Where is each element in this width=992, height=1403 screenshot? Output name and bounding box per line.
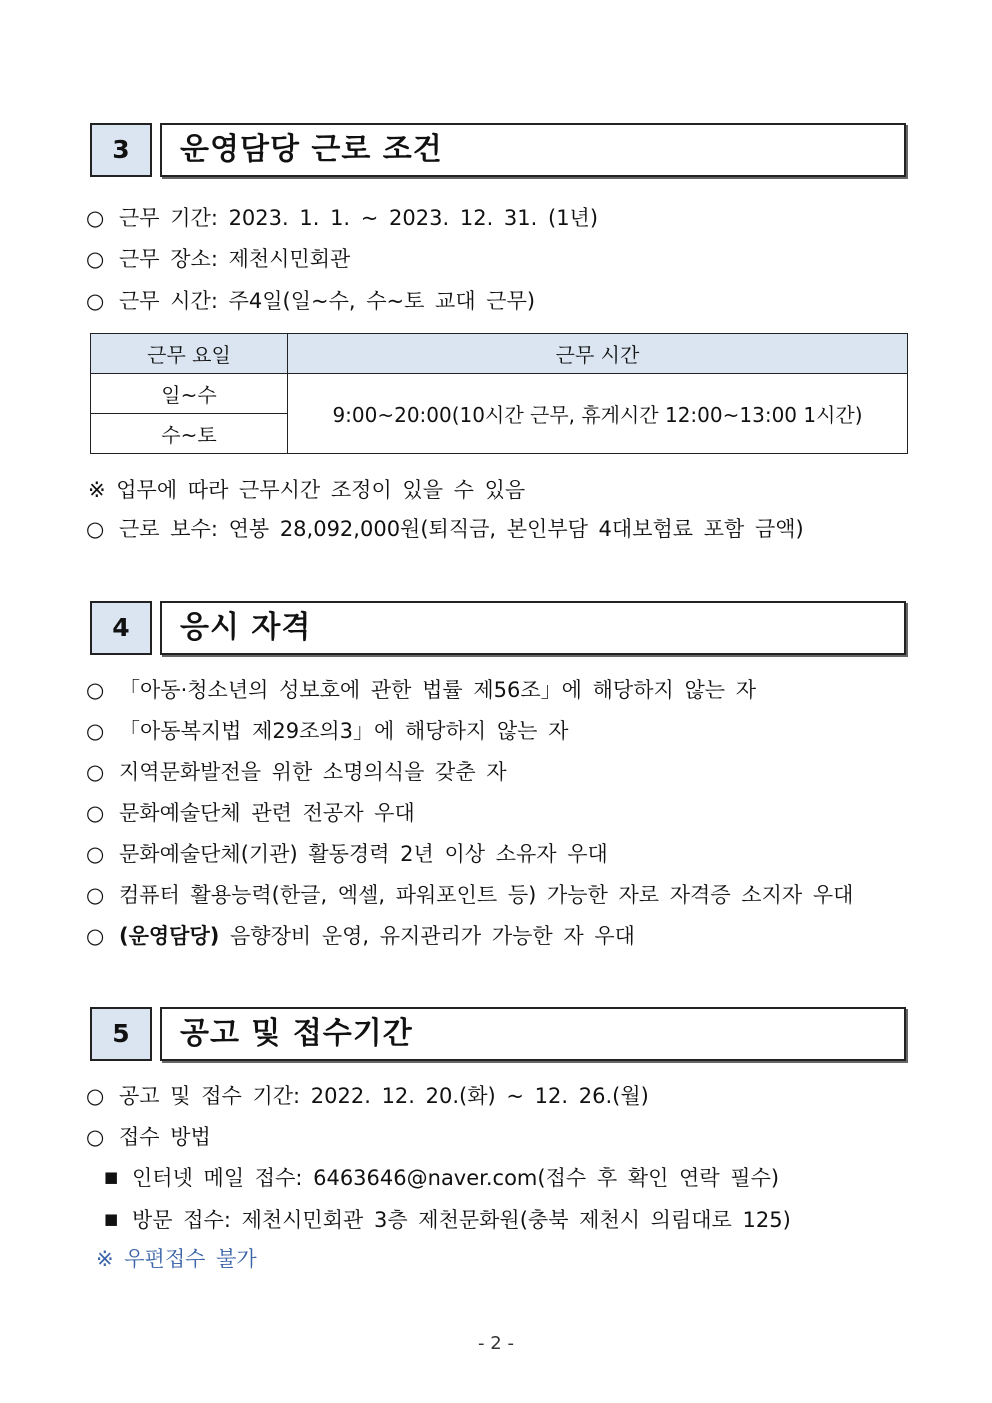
page-number: - 2 - [478,1333,514,1354]
section-number: 5 [90,1007,152,1061]
qualification-item: ○ 문화예술단체 관련 전공자 우대 [86,801,415,825]
work-hours: ○ 근무 시간: 주4일(일~수, 수~토 교대 근무) [86,289,536,313]
table-header-day: 근무 요일 [91,334,288,374]
qualification-item: ○ 지역문화발전을 위한 소명의식을 갖춘 자 [86,760,507,784]
circle-bullet-icon: ○ [86,924,105,948]
circle-bullet-icon: ○ [86,1125,105,1149]
circle-bullet-icon: ○ [86,760,105,784]
method-visit: ■ 방문 접수: 제천시민회관 3층 제천문화원(충북 제천시 의림대로 125) [104,1208,791,1232]
table-header-time: 근무 시간 [288,334,908,374]
section-number: 4 [90,601,152,655]
qualification-item: ○ 「아동복지법 제29조의3」에 해당하지 않는 자 [86,719,569,743]
section-3-header [90,123,906,177]
qualification-item: ○ 컴퓨터 활용능력(한글, 엑셀, 파워포인트 등) 가능한 자로 자격증 소지자 우대 [86,883,854,907]
circle-bullet-icon: ○ [86,883,105,907]
circle-bullet-icon: ○ [86,842,105,866]
circle-bullet-icon: ○ [86,1084,105,1108]
circle-bullet-icon: ○ [86,517,105,541]
circle-bullet-icon: ○ [86,206,105,230]
application-method: ○ 접수 방법 [86,1125,211,1149]
section-title: 운영담당 근로 조건 [160,123,906,177]
method-email: ■ 인터넷 메일 접수: 6463646@naver.com(접수 후 확인 연락 필수) [104,1166,780,1190]
schedule-note: ※ 업무에 따라 근무시간 조정이 있을 수 있음 [88,478,526,502]
table-cell-day: 일~수 [91,374,288,414]
work-schedule-table [90,333,908,454]
section-4-header [90,601,906,655]
table-cell-day: 수~토 [91,414,288,454]
pay: ○ 근로 보수: 연봉 28,092,000원(퇴직금, 본인부담 4대보험료 포함 금액) [86,517,804,541]
circle-bullet-icon: ○ [86,678,105,702]
circle-bullet-icon: ○ [86,801,105,825]
qualification-item: ○ (운영담당) 음향장비 운영, 유지관리가 가능한 자 우대 [86,924,635,948]
circle-bullet-icon: ○ [86,289,105,313]
section-title: 공고 및 접수기간 [160,1007,906,1061]
qualification-item: ○ 문화예술단체(기관) 활동경력 2년 이상 소유자 우대 [86,842,608,866]
work-period: ○ 근무 기간: 2023. 1. 1. ~ 2023. 12. 31. (1년) [86,206,599,230]
notice-period: ○ 공고 및 접수 기간: 2022. 12. 20.(화) ~ 12. 26.(월) [86,1084,649,1108]
section-number: 3 [90,123,152,177]
work-place: ○ 근무 장소: 제천시민회관 [86,247,351,271]
qualification-item: ○ 「아동·청소년의 성보호에 관한 법률 제56조」에 해당하지 않는 자 [86,678,756,702]
circle-bullet-icon: ○ [86,247,105,271]
table-cell-time: 9:00~20:00(10시간 근무, 휴게시간 12:00~13:00 1시간) [288,374,908,454]
section-5-header [90,1007,906,1061]
section-title: 응시 자격 [160,601,906,655]
mail-note: ※ 우편접수 불가 [96,1247,257,1271]
square-bullet-icon: ■ [104,1168,119,1186]
circle-bullet-icon: ○ [86,719,105,743]
square-bullet-icon: ■ [104,1210,119,1228]
